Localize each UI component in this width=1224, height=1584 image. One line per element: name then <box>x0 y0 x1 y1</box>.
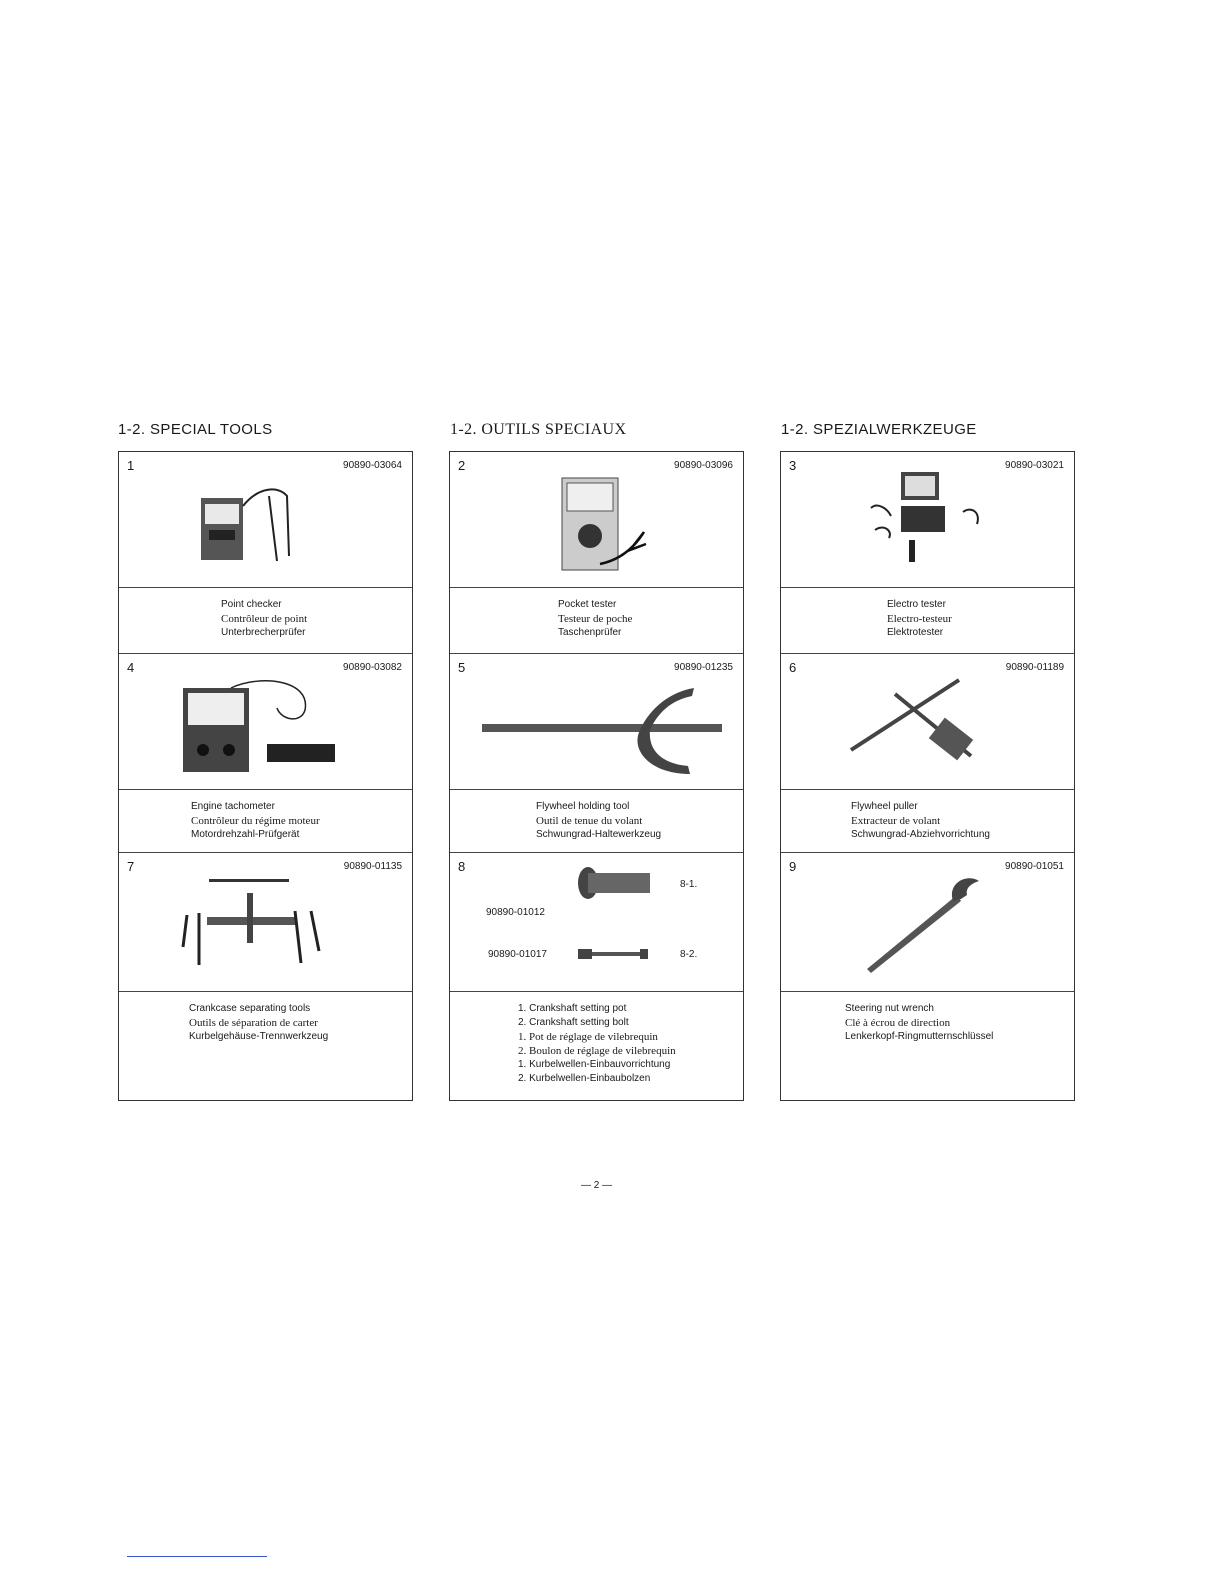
part-number: 90890-01012 <box>486 907 545 918</box>
tool-description <box>781 790 1074 853</box>
part-label: 8-1. <box>680 879 698 890</box>
tool-description <box>119 588 412 654</box>
tool-card-image <box>450 853 743 992</box>
tool-number: 9 <box>789 859 797 874</box>
description-fr: Clé à écrou de direction <box>845 1017 951 1029</box>
tool-card-image <box>119 654 412 790</box>
description-de: Motordrehzahl-Prüfgerät <box>191 829 300 840</box>
tool-description <box>119 992 412 1100</box>
tool-number: 1 <box>127 458 135 473</box>
description-de: Elektrotester <box>887 627 944 638</box>
tool-description <box>781 588 1074 654</box>
flywheel-holding-tool-icon <box>480 678 730 778</box>
description-de: Lenkerkopf-Ringmutternschlüssel <box>845 1031 994 1042</box>
description-en: 2. Crankshaft setting bolt <box>518 1017 629 1028</box>
description-de: Schwungrad-Abziehvorrichtung <box>851 829 990 840</box>
description-en: Point checker <box>221 599 282 610</box>
tool-card-image <box>119 452 412 588</box>
description-en: Engine tachometer <box>191 801 275 812</box>
crankshaft-setting-pot-icon <box>576 865 656 901</box>
tool-number: 3 <box>789 458 797 473</box>
part-number: 90890-03021 <box>1005 460 1064 471</box>
tool-description <box>450 588 743 654</box>
steering-nut-wrench-icon <box>861 875 991 975</box>
footer-rule <box>127 1556 267 1557</box>
description-fr: Outil de tenue du volant <box>536 815 643 827</box>
flywheel-puller-icon <box>847 674 987 774</box>
tool-card-image <box>450 654 743 790</box>
part-number: 90890-01235 <box>674 662 733 673</box>
part-number: 90890-03064 <box>343 460 402 471</box>
description-fr: Outils de séparation de carter <box>189 1017 318 1029</box>
tool-card-image <box>781 853 1074 992</box>
tool-column-1 <box>118 451 413 1101</box>
engine-tachometer-icon <box>181 680 341 780</box>
tool-card-image <box>781 654 1074 790</box>
tool-column-3 <box>780 451 1075 1101</box>
tool-number: 5 <box>458 660 466 675</box>
description-de: 1. Kurbelwellen-Einbauvorrichtung <box>518 1059 671 1070</box>
tool-number: 6 <box>789 660 797 675</box>
description-fr: 1. Pot de réglage de vilebrequin <box>518 1031 658 1043</box>
tool-card-image <box>781 452 1074 588</box>
description-en: Pocket tester <box>558 599 617 610</box>
heading-german: 1-2. SPEZIALWERKZEUGE <box>781 421 977 438</box>
tool-description <box>450 790 743 853</box>
description-fr: Extracteur de volant <box>851 815 941 827</box>
tool-description <box>781 992 1074 1100</box>
part-number: 90890-03096 <box>674 460 733 471</box>
part-number: 90890-01189 <box>1005 662 1064 673</box>
pocket-tester-icon <box>560 474 650 579</box>
description-fr: Electro-testeur <box>887 613 952 625</box>
electro-tester-icon <box>867 468 997 574</box>
description-fr: Testeur de poche <box>558 613 633 625</box>
description-en: Flywheel puller <box>851 801 918 812</box>
description-de: Schwungrad-Haltewerkzeug <box>536 829 662 840</box>
description-de: Kurbelgehäuse-Trennwerkzeug <box>189 1031 329 1042</box>
page-number: — 2 — <box>581 1180 613 1191</box>
tool-number: 4 <box>127 660 135 675</box>
tool-column-2 <box>449 451 744 1101</box>
crankcase-separating-tools-icon <box>179 875 329 970</box>
part-number: 90890-01135 <box>343 861 402 872</box>
tool-number: 7 <box>127 859 135 874</box>
description-en: 1. Crankshaft setting pot <box>518 1003 627 1014</box>
tool-number: 2 <box>458 458 466 473</box>
description-en: Crankcase separating tools <box>189 1003 311 1014</box>
part-label: 8-2. <box>680 949 698 960</box>
point-checker-icon <box>199 476 299 571</box>
part-number: 90890-01051 <box>1005 861 1064 872</box>
description-en: Steering nut wrench <box>845 1003 934 1014</box>
part-number: 90890-03082 <box>343 662 402 673</box>
description-fr: 2. Boulon de réglage de vilebrequin <box>518 1045 676 1057</box>
description-en: Flywheel holding tool <box>536 801 630 812</box>
tool-number: 8 <box>458 859 466 874</box>
description-fr: Contrôleur du régime moteur <box>191 815 320 827</box>
description-de: 2. Kurbelwellen-Einbaubolzen <box>518 1073 651 1084</box>
crankshaft-setting-bolt-icon <box>578 947 650 961</box>
tool-card-image <box>450 452 743 588</box>
description-fr: Contrôleur de point <box>221 613 308 625</box>
tool-description <box>119 790 412 853</box>
part-number: 90890-01017 <box>488 949 547 960</box>
heading-english: 1-2. SPECIAL TOOLS <box>118 421 273 438</box>
tool-description <box>450 992 743 1100</box>
heading-french: 1-2. OUTILS SPECIAUX <box>450 421 627 438</box>
description-de: Unterbrecherprüfer <box>221 627 306 638</box>
tool-card-image <box>119 853 412 992</box>
description-en: Electro tester <box>887 599 946 610</box>
description-de: Taschenprüfer <box>558 627 622 638</box>
